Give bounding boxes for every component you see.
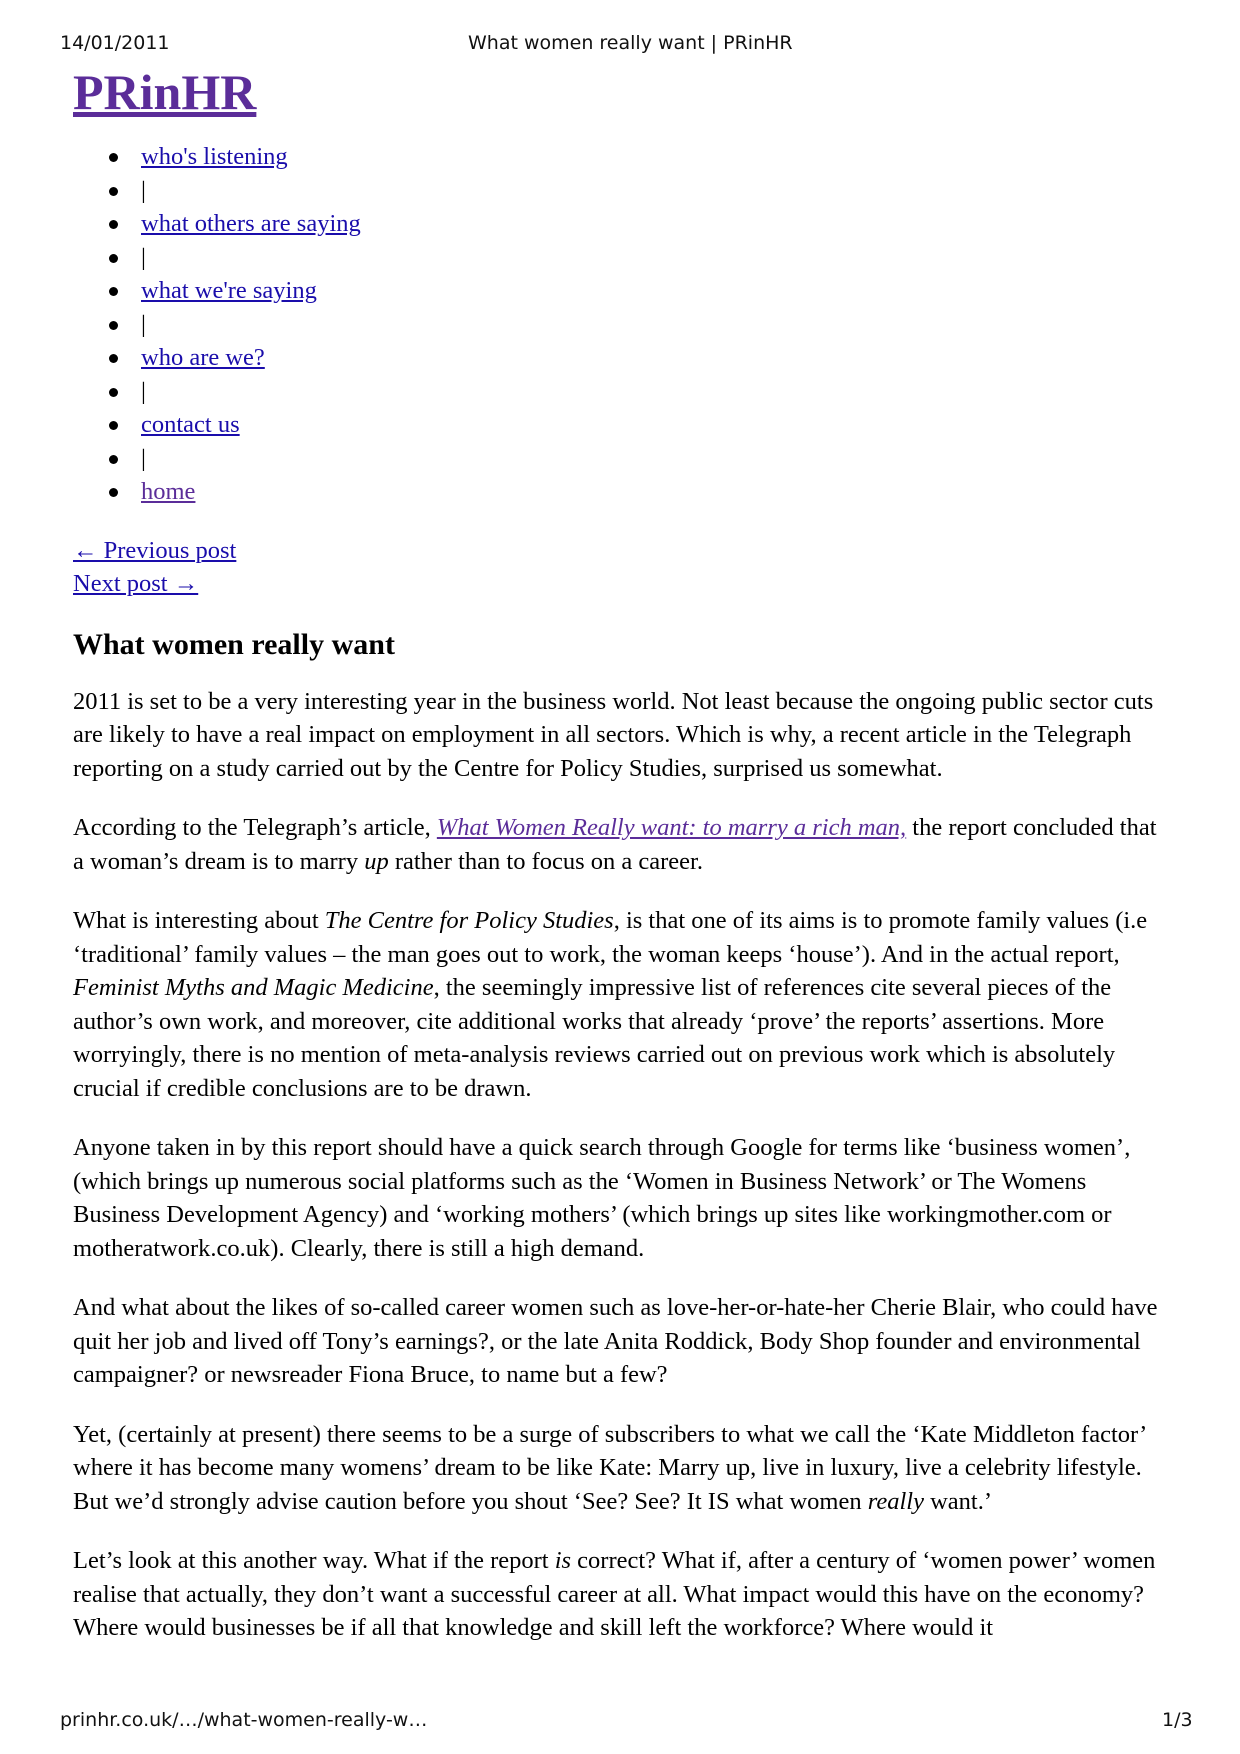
post-paragraph-6 xyxy=(73,1418,1173,1519)
bullet-icon xyxy=(109,321,118,330)
post-paragraph-4: Anyone taken in by this report should have a quick search through Google for terms like ‘business women’, (which brings up numerous social platforms such as the ‘Women in Business Network’ or The Womens Business Development Agency) and ‘working mothers’ (which brings up sites like workingmother.com or motheratwork.co.uk). Clearly, there is still a high demand. xyxy=(73,1134,1131,1262)
post-paragraph-7 xyxy=(73,1544,1173,1645)
post-navigation xyxy=(73,534,1173,601)
nav-link-contact-us[interactable]: contact us xyxy=(141,411,240,438)
nav-item-what-others-are-saying xyxy=(107,207,1173,241)
bullet-icon xyxy=(109,187,118,196)
bullet-icon xyxy=(109,388,118,397)
text-span: Let’s look at this another way. What if the report xyxy=(73,1547,555,1574)
text-span: correct? What if, after a century of ‘women power’ women realise that actually, they don’t want a successful career at all. What impact would this have on the economy? Where would businesses be if all that knowledge and skill left the workforce? Where would it xyxy=(73,1547,1156,1641)
emphasis-text: Feminist Myths and Magic Medicine xyxy=(73,974,434,1001)
main-nav xyxy=(73,140,1173,509)
nav-separator xyxy=(107,241,1173,275)
print-footer-url: prinhr.co.uk/…/what-women-really-w… xyxy=(60,1709,428,1731)
print-footer-page-number: 1/3 xyxy=(1162,1709,1193,1731)
page-content xyxy=(73,58,1173,1671)
emphasis-text: really xyxy=(867,1487,924,1515)
text-span: Yet, (certainly at present) there seems to be a surge of subscribers to what we call the ‘Kate Middleton factor’ where it has become many womens’ dream to be like Kate: Marry up, live in luxury, live a celebrity lifestyle. But we’d strongly advise caution before you shout ‘See? See? It IS what women xyxy=(73,1420,1146,1515)
nav-item-what-were-saying xyxy=(107,274,1173,308)
text-span: , the seemingly impressive list of references cite several pieces of the author’s own work, and moreover, cite additional works that already ‘prove’ the reports’ assertions. More worryingly, there is no mention of meta-analysis reviews carried out on previous work which is absolutely crucial if credible conclusions are to be drawn. xyxy=(73,974,1116,1102)
site-title-link[interactable]: PRinHR xyxy=(73,64,257,120)
nav-link-who-are-we[interactable]: who are we? xyxy=(141,344,265,371)
bullet-icon xyxy=(109,421,118,430)
bullet-icon xyxy=(109,455,118,464)
post-paragraph-2 xyxy=(73,811,1173,878)
nav-separator xyxy=(107,308,1173,342)
nav-item-contact-us xyxy=(107,408,1173,442)
next-post-link[interactable]: Next post → xyxy=(73,570,199,597)
post-title: What women really want xyxy=(73,627,395,661)
bullet-icon xyxy=(109,254,118,263)
text-span: According to the Telegraph’s article, xyxy=(73,814,437,841)
text-span: want.’ xyxy=(923,1487,992,1515)
nav-link-what-were-saying[interactable]: what we're saying xyxy=(141,277,317,304)
print-header-title: What women really want | PRinHR xyxy=(468,32,793,54)
nav-separator xyxy=(107,375,1173,409)
nav-item-home xyxy=(107,475,1173,509)
nav-separator-text: | xyxy=(141,176,146,204)
nav-link-home[interactable]: home xyxy=(141,478,196,505)
nav-separator-text: | xyxy=(141,243,146,271)
nav-separator xyxy=(107,174,1173,208)
text-span: , is that one of its aims is to promote family values (i.e ‘traditional’ family values – the man goes out to work, the woman keeps ‘house’). And in the actual report, xyxy=(73,907,1148,968)
bullet-icon xyxy=(109,220,118,229)
post-paragraph-3 xyxy=(73,904,1173,1105)
bullet-icon xyxy=(109,488,118,497)
telegraph-article-link[interactable]: What Women Really want: to marry a rich man, xyxy=(436,814,907,841)
nav-link-whos-listening[interactable]: who's listening xyxy=(141,143,288,170)
post-paragraph-1: 2011 is set to be a very interesting year in the business world. Not least because the ongoing public sector cuts are likely to have a real impact on employment in all sectors. Which is why, a recent article in the Telegraph reporting on a study carried out by the Centre for Policy Studies, surprised us somewhat. xyxy=(73,687,1154,782)
nav-separator-text: | xyxy=(141,444,146,472)
nav-item-who-are-we xyxy=(107,341,1173,375)
bullet-icon xyxy=(109,153,118,162)
emphasis-text: The Centre for Policy Studies xyxy=(324,907,614,934)
nav-separator xyxy=(107,442,1173,476)
bullet-icon xyxy=(109,287,118,296)
text-span: What is interesting about xyxy=(73,907,325,934)
emphasis-text: is xyxy=(554,1547,572,1574)
print-header-date: 14/01/2011 xyxy=(60,32,170,54)
text-span: the report concluded that a woman’s dream is to marry xyxy=(73,814,1157,875)
nav-separator-text: | xyxy=(141,377,146,405)
text-span: rather than to focus on a career. xyxy=(388,847,703,875)
emphasis-text: up xyxy=(364,847,389,875)
nav-link-what-others-are-saying[interactable]: what others are saying xyxy=(141,210,361,237)
nav-item-whos-listening xyxy=(107,140,1173,174)
post-paragraph-5: And what about the likes of so-called career women such as love-her-or-hate-her Cherie Blair, who could have quit her job and lived off Tony’s earnings?, or the late Anita Roddick, Body Shop founder and environmental campaigner? or newsreader Fiona Bruce, to name but a few? xyxy=(73,1294,1158,1388)
previous-post-link[interactable]: ← Previous post xyxy=(73,536,237,564)
nav-separator-text: | xyxy=(141,310,146,338)
bullet-icon xyxy=(109,354,118,363)
site-title xyxy=(73,58,1173,126)
